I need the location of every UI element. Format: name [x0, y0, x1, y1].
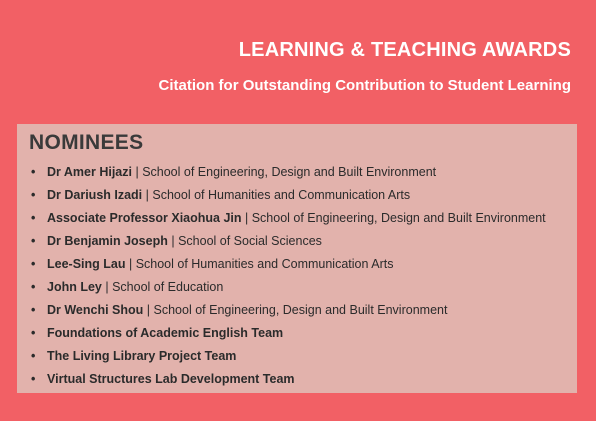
list-item [29, 253, 577, 276]
list-item [29, 322, 577, 345]
nominee-name: Foundations of Academic English Team [47, 326, 284, 340]
list-item [29, 207, 577, 230]
nominee-name: Dr Wenchi Shou [47, 303, 144, 317]
separator: | [131, 165, 143, 179]
nominee-school: School of Social Sciences [178, 234, 322, 248]
nominees-heading: NOMINEES [29, 131, 144, 154]
nominee-school: School of Education [112, 280, 224, 294]
separator: | [241, 211, 252, 225]
separator: | [142, 188, 153, 202]
nominee-name: Virtual Structures Lab Development Team [47, 372, 295, 386]
nominee-name: Dr Benjamin Joseph [47, 234, 168, 248]
nominees-panel [17, 124, 577, 393]
bullet-icon: • [31, 257, 36, 271]
list-item [29, 299, 577, 322]
bullet-icon: • [31, 303, 36, 317]
bullet-icon: • [31, 349, 36, 363]
award-title: LEARNING & TEACHING AWARDS [238, 39, 571, 61]
nominee-name: Dr Amer Hijazi [47, 165, 132, 179]
bullet-icon: • [31, 234, 36, 248]
bullet-icon: • [31, 188, 36, 202]
nominee-school: School of Humanities and Communication Arts [152, 188, 411, 202]
bullet-icon: • [31, 372, 36, 386]
list-item [29, 368, 577, 391]
nominees-list [29, 161, 577, 391]
nominee-name: Dr Dariush Izadi [47, 188, 143, 202]
bullet-icon: • [31, 165, 36, 179]
list-item [29, 276, 577, 299]
award-subtitle: Citation for Outstanding Contribution to Student Learning [158, 77, 571, 94]
nominee-name: John Ley [47, 280, 102, 294]
bullet-icon: • [31, 280, 36, 294]
nominee-name: Associate Professor Xiaohua Jin [47, 211, 242, 225]
nominee-name: The Living Library Project Team [47, 349, 237, 363]
nominee-school: School of Engineering, Design and Built Environment [142, 165, 437, 179]
nominee-school: School of Engineering, Design and Built Environment [153, 303, 448, 317]
nominee-name: Lee-Sing Lau [47, 257, 126, 271]
list-item [29, 345, 577, 368]
list-item [29, 184, 577, 207]
nominee-school: School of Humanities and Communication Arts [135, 257, 394, 271]
bullet-icon: • [31, 211, 36, 225]
separator: | [167, 234, 179, 248]
separator: | [125, 257, 136, 271]
separator: | [143, 303, 154, 317]
list-item [29, 230, 577, 253]
bullet-icon: • [31, 326, 36, 340]
separator: | [101, 280, 113, 294]
nominee-school: School of Engineering, Design and Built Environment [251, 211, 546, 225]
award-header [159, 38, 571, 95]
list-item [29, 161, 577, 184]
